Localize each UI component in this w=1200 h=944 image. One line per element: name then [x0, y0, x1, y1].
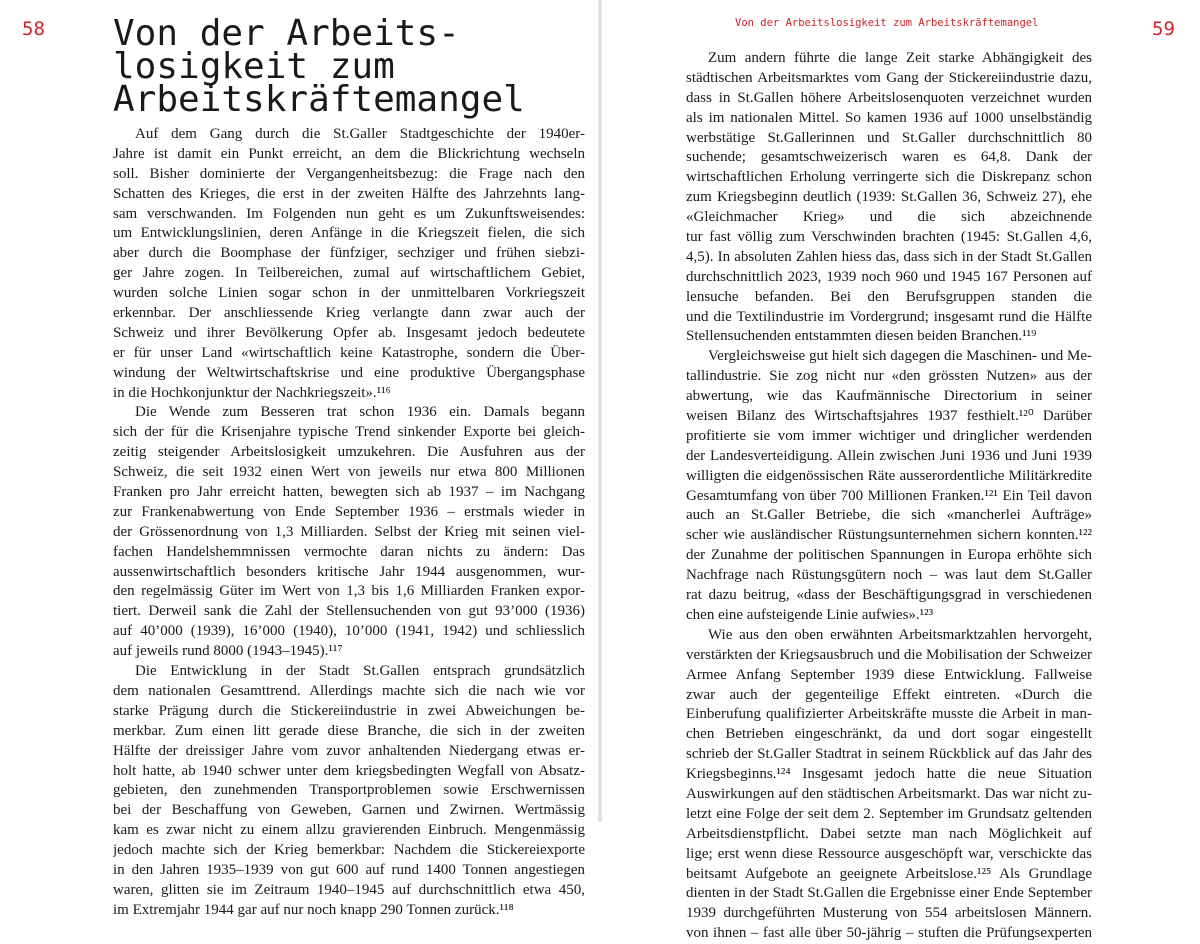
text-line: Zum andern führte die lange Zeit starke Abhängigkeit des	[708, 50, 1092, 66]
text-line: chen Betrieben eingeschränkt, da und dort sogar eingestellt	[686, 726, 1092, 743]
running-head: Von der Arbeitslosigkeit zum Arbeitskräftemangel	[735, 17, 1039, 29]
text-line: um Entwicklungslinien, deren Anfänge in die Kriegszeit fielen, die sich	[113, 225, 585, 242]
text-line: Die Entwicklung in der Stadt St.Gallen entsprach grundsätzlich	[135, 663, 585, 680]
text-line: von ihnen – fast alle über 50-jährig – stuften die Prüfungsexperten	[686, 925, 1092, 942]
text-line: aussenwirtschaftlich besonders kritische Jahr 1944 ausgenommen, wur-	[113, 563, 585, 580]
text-line: als im nationalen Mittel. So kamen 1936 auf 1000 unselbständig	[686, 109, 1092, 126]
text-line: Schatten des Krieges, die erst in der zweiten Hälfte des Jahrzehnts lang-	[113, 185, 585, 202]
text-line: wurden solche Linien sogar schon in der unmittelbaren Vorkriegszeit	[113, 285, 585, 302]
text-line: werbstätige St.Gallerinnen und St.Galler durchschnittlich 80	[686, 129, 1092, 146]
text-line: er für unser Land «wirtschaftlich keine Katastrophe, sondern die Über-	[113, 344, 585, 361]
text-line: tallindustrie. Sie zog nicht nur «den grössten Nutzen» aus der	[686, 368, 1092, 385]
text-line: städtischen Arbeitsmarktes vom Gang der Stickereiindustrie dazu,	[686, 69, 1092, 86]
text-line: Stellensuchenden entstammten diesen beiden Branchen.¹¹⁹	[686, 328, 1037, 345]
text-line: der Zunahme der politischen Spannungen in Europa erhöhte sich	[686, 547, 1092, 564]
text-line: der Grössenordnung von 1,3 Milliarden. Selbst der Krieg mit seinen viel-	[113, 523, 585, 540]
text-line: zeitig steigender Arbeitslosigkeit umzukehren. Die Ausfuhren aus der	[113, 444, 585, 461]
text-line: Auf dem Gang durch die St.Galler Stadtgeschichte der 1940er-	[135, 126, 585, 142]
text-line: gebieten, den zunehmenden Transportproblemen sowie Erschwernissen	[113, 782, 585, 799]
text-line: starke Prägung durch die Stickereiindustrie in zwei Abweichungen be-	[113, 702, 585, 719]
text-line: aber durch die Boomphase der fünfziger, sechziger und frühen siebzi-	[113, 245, 585, 262]
text-line: den regelmässig Güter im Wert von 1,3 bis 1,6 Milliarden Franken expor-	[113, 583, 585, 600]
text-line: letzt eine Folge der seit dem 2. September im Grundsatz geltenden	[686, 805, 1092, 822]
text-line: schrieb der St.Galler Stadtrat in seinem Rückblick auf das Jahr des	[686, 746, 1092, 763]
text-line: Auswirkungen auf den städtischen Arbeitsmarkt. Das war nicht zu-	[686, 785, 1092, 802]
right-body-text	[686, 49, 1092, 944]
text-line: suchende; gesamtschweizerisch waren es 64,8. Dank der	[686, 149, 1092, 166]
text-line: bei der Beschaffung von Geweben, Garnen und Zwirnen. Wertmässig	[113, 802, 585, 819]
text-line: zwar auch der gegenteilige Effekt eintreten. «Durch die	[686, 686, 1092, 703]
text-line: der Landesverteidigung. Allein zwischen Juni 1936 und Juni 1939	[686, 447, 1092, 464]
page-number-right: 59	[1152, 18, 1175, 40]
text-line: «Gleichmacher Krieg» und die sich abzeichnende	[686, 209, 1092, 226]
text-line: in den Jahren 1935–1939 von gut 600 auf rund 1400 Tonnen angestiegen	[113, 861, 585, 878]
text-line: Hälfte der dreissiger Jahre vom zuvor anhaltenden Niedergang etwas er-	[113, 742, 585, 759]
text-line: dem nationalen Gesamttrend. Allerdings machte sich die nach wie vor	[113, 682, 585, 699]
text-line: Gesamtumfang von über 700 Millionen Franken.¹²¹ Ein Teil davon	[686, 487, 1092, 504]
text-line: Jahre ist damit ein Punkt erreicht, an dem die Blickrichtung wechseln	[113, 145, 585, 162]
text-line: fachen Handelshemmnissen vermochte daran nichts zu ändern: Das	[113, 543, 585, 560]
text-line: verstärkten der Kriegsausbruch und die Mobilisation der Schweizer	[686, 646, 1092, 663]
text-line: Arbeitsdienstpflicht. Dabei setzte man nach Möglichkeit auf	[686, 825, 1092, 842]
text-line: ger Jahre zogen. In Teilbereichen, zumal auf wirtschaftlichem Gebiet,	[113, 265, 585, 282]
text-line: Die Wende zum Besseren trat schon 1936 ein. Damals begann	[135, 404, 585, 421]
text-line: 4,5). In absoluten Zahlen hiess das, dass sich in der Stadt St.Gallen	[686, 248, 1092, 265]
text-line: Franken pro Jahr erreicht hatten, bewegten sich ab 1937 – im Nachgang	[113, 484, 585, 501]
text-line: Schweiz und ihrer Bevölkerung Opfer ab. Insgesamt jedoch bedeutete	[113, 324, 585, 341]
text-line: weisen Bilanz des Wirtschaftsjahres 1937 festhielt.¹²⁰ Darüber	[686, 408, 1092, 425]
text-line: dienten in der Stadt St.Gallen die Ergebnisse einer Ende September	[686, 885, 1092, 902]
text-line: auf jeweils rund 8000 (1943–1945).¹¹⁷	[113, 643, 343, 660]
left-body-text	[113, 125, 585, 921]
text-line: Schweiz, die seit 1932 einen Wert von jeweils nur etwa 800 Millionen	[113, 464, 585, 481]
chapter-title	[113, 13, 583, 120]
text-line: zur Frankenabwertung von Ende September 1936 – erstmals wieder in	[113, 503, 585, 520]
text-line: wirtschaftlichen Erholung verringerte sich die Diskrepanz schon	[686, 169, 1092, 186]
text-line: in die Hochkonjunktur der Nachkriegszeit».¹¹⁶	[113, 384, 391, 401]
chapter-title-line: losigkeit zum	[113, 46, 395, 87]
text-line: lige; erst wenn diese Ressource ausgeschöpft war, verschickte das	[686, 845, 1092, 862]
text-line: holt hatte, ab 1940 schwer unter dem kriegsbedingten Wegfall von Absatz-	[113, 762, 585, 779]
text-line: jedoch machte sich der Krieg bemerkbar: Nachdem die Stickereiexporte	[113, 842, 585, 859]
text-line: Nachfrage nach Rüstungsgütern noch – was laut dem St.Galler	[686, 567, 1092, 584]
text-line: chen eine aufsteigende Linie aufwies».¹²³	[686, 606, 934, 623]
text-line: merkbar. Zum einen litt gerade diese Branche, die sich in der zweiten	[113, 722, 585, 739]
text-line: tur fast völlig zum Verschwinden brachten (1945: St.Gallen 4,6,	[686, 229, 1092, 246]
text-line: auch an St.Galler Betriebe, die sich «mancherlei Aufträge»	[686, 507, 1092, 524]
text-line: erkennbar. Der anschliessende Krieg verlangte dann zwar auch der	[113, 305, 585, 322]
text-line: lensuche befanden. Bei den Berufsgruppen standen die	[686, 288, 1092, 305]
text-line: soll. Bisher dominierte der Vergangenheitsbezug: die Frage nach den	[113, 165, 585, 182]
text-line: rat dazu beitrug, «dass der Beschäftigungsgrad in verschiedenen	[686, 587, 1092, 604]
text-line: Armee Anfang September 1939 diese Entwicklung. Fallweise	[686, 666, 1092, 683]
text-line: beitsamt Aufgebote an geeignete Arbeitslose.¹²⁵ Als Grundlage	[686, 865, 1092, 882]
text-line: willigten die eidgenössischen Räte ausserordentliche Militärkredite	[686, 467, 1092, 484]
chapter-title-line: Arbeitskräftemangel	[113, 79, 525, 120]
chapter-title-line: Von der Arbeits-	[113, 13, 460, 54]
page-gutter	[598, 0, 602, 822]
text-line: sam verschwanden. Im Folgenden nun geht es um Zukunftsweisendes:	[113, 205, 585, 222]
text-line: profitierte sie vom immer wichtiger und dringlicher werdenden	[686, 427, 1092, 444]
text-line: sich der für die Krisenjahre typische Trend sinkender Exporte bei gleich-	[113, 424, 585, 441]
text-line: Vergleichsweise gut hielt sich dagegen die Maschinen- und Me-	[708, 348, 1092, 365]
text-line: scher wie ausländischer Rüstungsunternehmen sichern konnten.¹²²	[686, 527, 1092, 544]
text-line: kam es zwar nicht zu einem allzu gravierenden Einbruch. Mengenmässig	[113, 822, 585, 839]
text-line: im Extremjahr 1944 gar auf nur noch knapp 290 Tonnen zurück.¹¹⁸	[113, 901, 514, 918]
text-line: waren, glitten sie im Zeitraum 1940–1945 auf durchschnittlich etwa 450,	[113, 881, 585, 898]
text-line: zum Kriegsbeginn deutlich (1939: St.Gallen 36, Schweiz 27), ehe	[686, 189, 1092, 206]
text-line: Einberufung qualifizierter Arbeitskräfte musste die Arbeit in man-	[686, 706, 1092, 723]
text-line: und die Textilindustrie im Vordergrund; insgesamt rund die Hälfte	[686, 308, 1092, 325]
text-line: tiert. Derweil sank die Zahl der Stellensuchenden von gut 93’000 (1936)	[113, 603, 585, 620]
text-line: auf 40’000 (1939), 16’000 (1940), 10’000 (1941, 1942) und schliesslich	[113, 623, 585, 640]
text-line: windung der Weltwirtschaftskrise und eine produktive Übergangsphase	[113, 364, 585, 381]
text-line: abwertung, wie das Kaufmännische Directorium in seiner	[686, 388, 1092, 405]
text-line: Kriegsbeginns.¹²⁴ Insgesamt jedoch hatte die neue Situation	[686, 766, 1092, 783]
text-line: dass in St.Gallen höhere Arbeitslosenquoten verzeichnet wurden	[686, 89, 1092, 106]
page-number-left: 58	[22, 18, 45, 40]
text-line: 1939 durchgeführten Musterung von 554 arbeitslosen Männern.	[686, 905, 1092, 922]
text-line: durchschnittlich 2023, 1939 noch 960 und 1945 167 Personen auf	[686, 268, 1092, 285]
text-line: Wie aus den oben erwähnten Arbeitsmarktzahlen hervorgeht,	[708, 626, 1092, 643]
